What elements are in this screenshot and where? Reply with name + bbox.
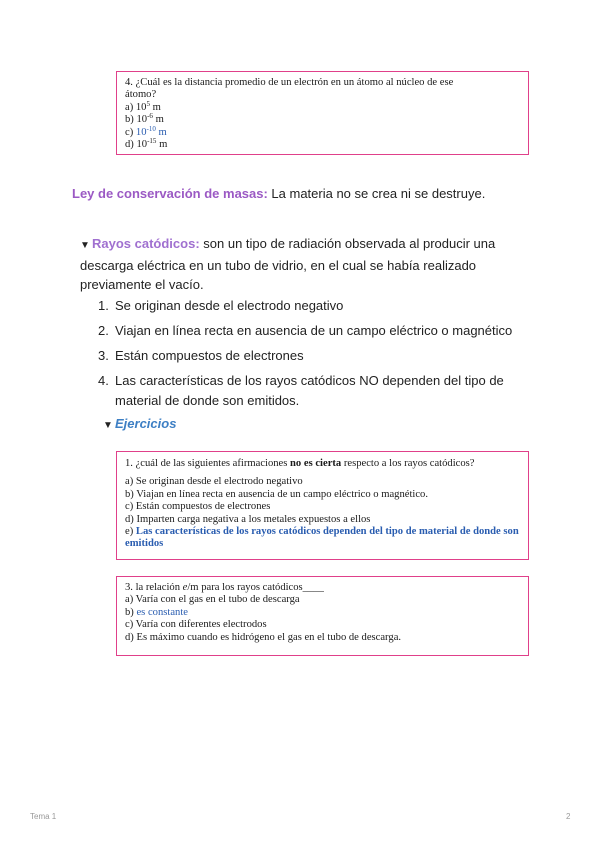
question-3-box [116,576,529,656]
footer-section-name: Tema 1 [30,812,57,821]
option-d: d) Es máximo cuando es hidrógeno el gas en el tubo de descarga. [125,631,402,643]
list-item: 2. Viajan en línea recta en ausencia de un campo eléctrico o magnético [98,323,513,338]
option-b: b) Viajan en línea recta en ausencia de un campo eléctrico o magnético. [125,488,429,500]
option-a: a) $10^5$ m [125,99,161,113]
option-c-correct: c) $10^{-10}$ m [125,124,167,138]
list-item: 3. Están compuestos de electrones [98,348,304,363]
question-4-text: 4. ¿Cuál es la distancia promedio de un electrón en un átomo al núcleo de ese [125,77,454,88]
option-a: a) Se originan desde el electrodo negativo [125,476,303,488]
option-b-correct: b) es constante [125,606,188,618]
question-4-box [116,71,529,155]
law-text: La materia no se crea ni se destruye. [267,186,486,201]
ejercicios-toggle[interactable] [103,416,176,434]
option-b: b) $10^{-6}$ m [125,112,164,126]
properties-list [98,296,528,416]
option-e-correct: e) Las características de los rayos catódicos dependen del tipo de material de donde son emitidos [125,526,519,550]
option-c: c) Varía con diferentes electrodos [125,619,267,631]
rayos-text: son un tipo de radiación observada al producir una descarga eléctrica en un tubo de vidrio, en el cual se había realizado previamente el vacío. [80,236,496,292]
law-label: Ley de conservación de masas: [72,186,268,201]
option-a: a) Varía con el gas en el tubo de descarga [125,594,300,606]
list-item: 4. Las características de los rayos catódicos NO dependen del tipo de material de donde son emitidos. [98,373,504,408]
question-4-text-cont: átomo? [125,89,157,101]
question-1-box [116,451,529,560]
ejercicios-label: Ejercicios [115,416,177,431]
option-d: d) Imparten carga negativa a los metales expuestos a ellos [125,513,371,525]
option-c: c) Están compuestos de electrones [125,501,271,513]
list-item: 1. Se originan desde el electrodo negativo [98,298,344,313]
toggle-triangle-icon[interactable]: ▼ [103,420,113,431]
question-1-text: 1. ¿cuál de las siguientes afirmaciones no es cierta respecto a los rayos catódicos? [125,458,475,469]
question-3-text: 3. la relación e/m para los rayos catódicos____ [125,582,324,593]
rayos-toggle-block [80,234,500,295]
rayos-label: Rayos catódicos: [92,236,200,251]
toggle-triangle-icon[interactable]: ▼ [80,240,90,251]
option-d: d) $10^{-15}$ m [125,137,168,151]
footer-page-number: 2 [566,812,571,821]
law-conservation-paragraph [72,186,485,202]
